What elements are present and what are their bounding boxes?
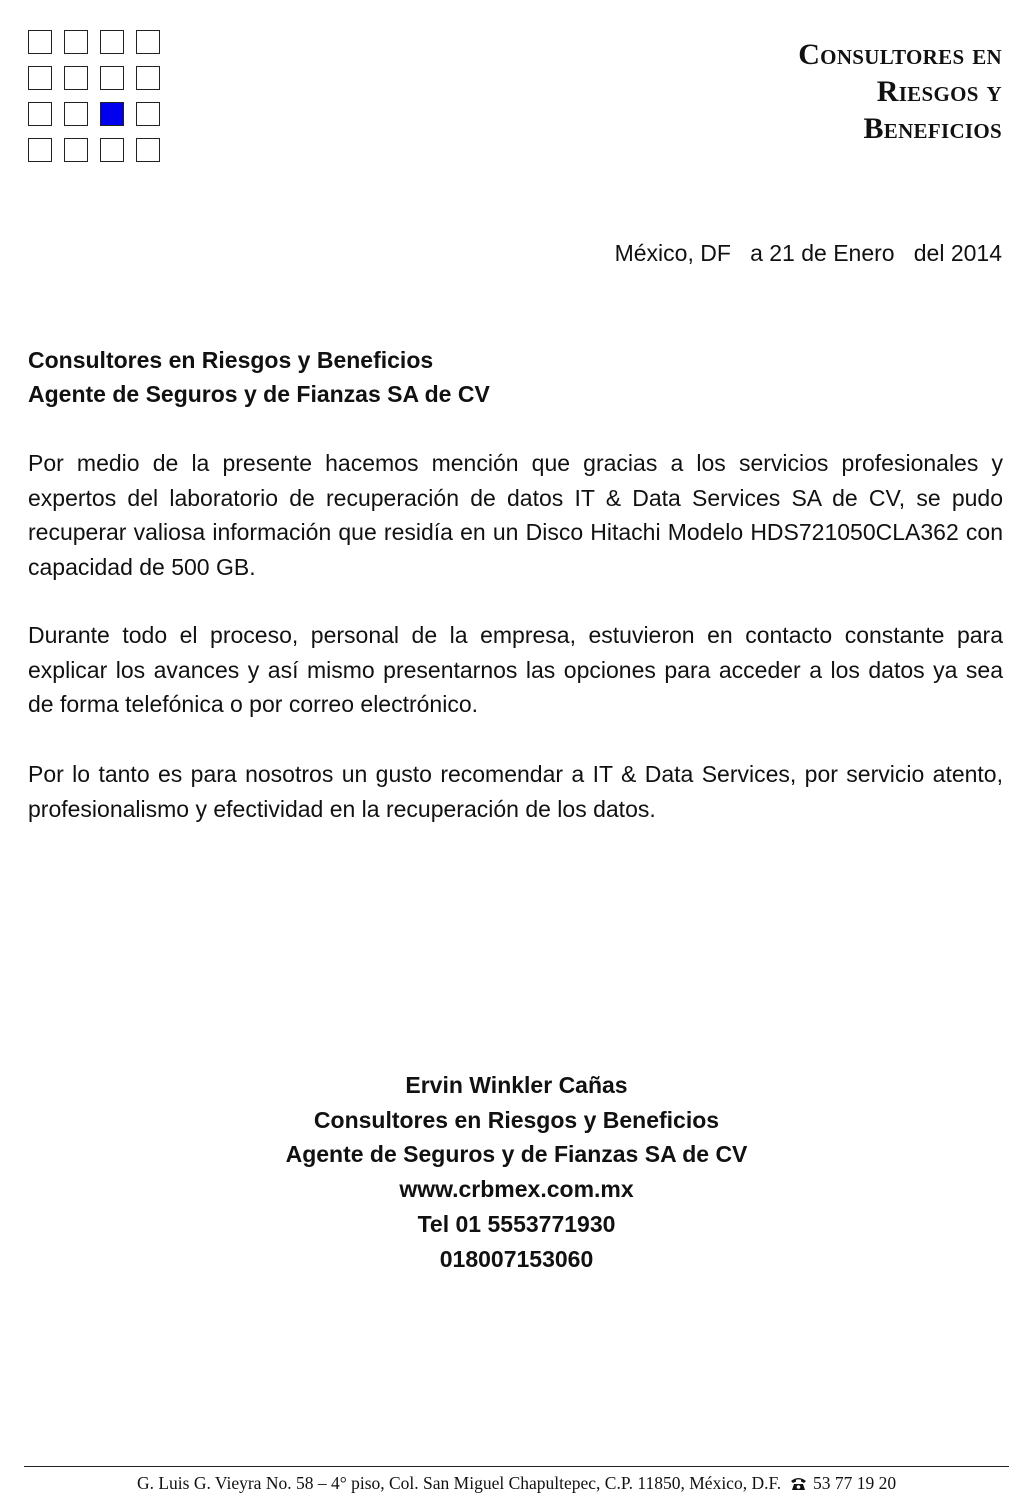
company-header-line: Beneficios [863,112,1002,145]
signer-toll-free: 018007153060 [439,1245,594,1272]
logo-square [100,30,124,54]
signer-name: Ervin Winkler Cañas [405,1072,628,1098]
logo-square [64,102,88,126]
logo-square [64,66,88,90]
letter-date: México, DF a 21 de Enero del 2014 [614,240,1002,266]
company-header-line: Riesgos y [876,75,1002,108]
addressee-block [28,343,490,411]
footer-phone: 53 77 19 20 [812,1473,897,1493]
addressee-line: Agente de Seguros y de Fianzas SA de CV [28,381,490,407]
body-paragraph: Por lo tanto es para nosotros un gusto recomendar a IT & Data Services, por servicio atento, profesionalismo y efectividad en la recuperación de los datos. [28,761,1003,822]
footer-divider [24,1466,1009,1467]
logo-square [28,30,52,54]
signer-website: www.crbmex.com.mx [399,1176,634,1203]
logo-square-highlighted [100,102,124,126]
company-header [798,36,1002,147]
body-paragraph: Durante todo el proceso, personal de la empresa, estuvieron en contacto constante para explicar los avances y así mismo presentarnos las opciones para acceder a los datos ya sea de forma telefónica o por correo electrónico. [28,622,1003,717]
footer [0,1473,1033,1496]
signer-company: Consultores en Riesgos y Beneficios [313,1106,720,1133]
logo-square [64,30,88,54]
company-header-line: Consultores en [798,38,1002,71]
body-paragraph: Por medio de la presente hacemos mención que gracias a los servicios profesionales y expertos del laboratorio de recuperación de datos IT & Data Services SA de CV, se pudo recuperar valiosa información que residía en un Disco Hitachi Modelo HDS721050CLA362 con capacidad de 500 GB. [28,450,1003,580]
logo-square [136,30,160,54]
logo-square [28,102,52,126]
logo-square [28,138,52,162]
addressee-line: Consultores en Riesgos y Beneficios [28,347,434,373]
logo-square [100,138,124,162]
company-logo [28,30,162,164]
logo-square [136,66,160,90]
logo-square [64,138,88,162]
signer-company-type: Agente de Seguros y de Fianzas SA de CV [285,1141,748,1168]
logo-square [100,66,124,90]
footer-address: G. Luis G. Vieyra No. 58 – 4° piso, Col. San Miguel Chapultepec, C.P. 11850, México, D.F. [136,1473,782,1493]
telephone-icon [790,1475,807,1496]
signer-phone: Tel 01 5553771930 [417,1210,616,1237]
logo-square [28,66,52,90]
logo-square [136,102,160,126]
logo-square [136,138,160,162]
signature-block [0,1068,1033,1276]
